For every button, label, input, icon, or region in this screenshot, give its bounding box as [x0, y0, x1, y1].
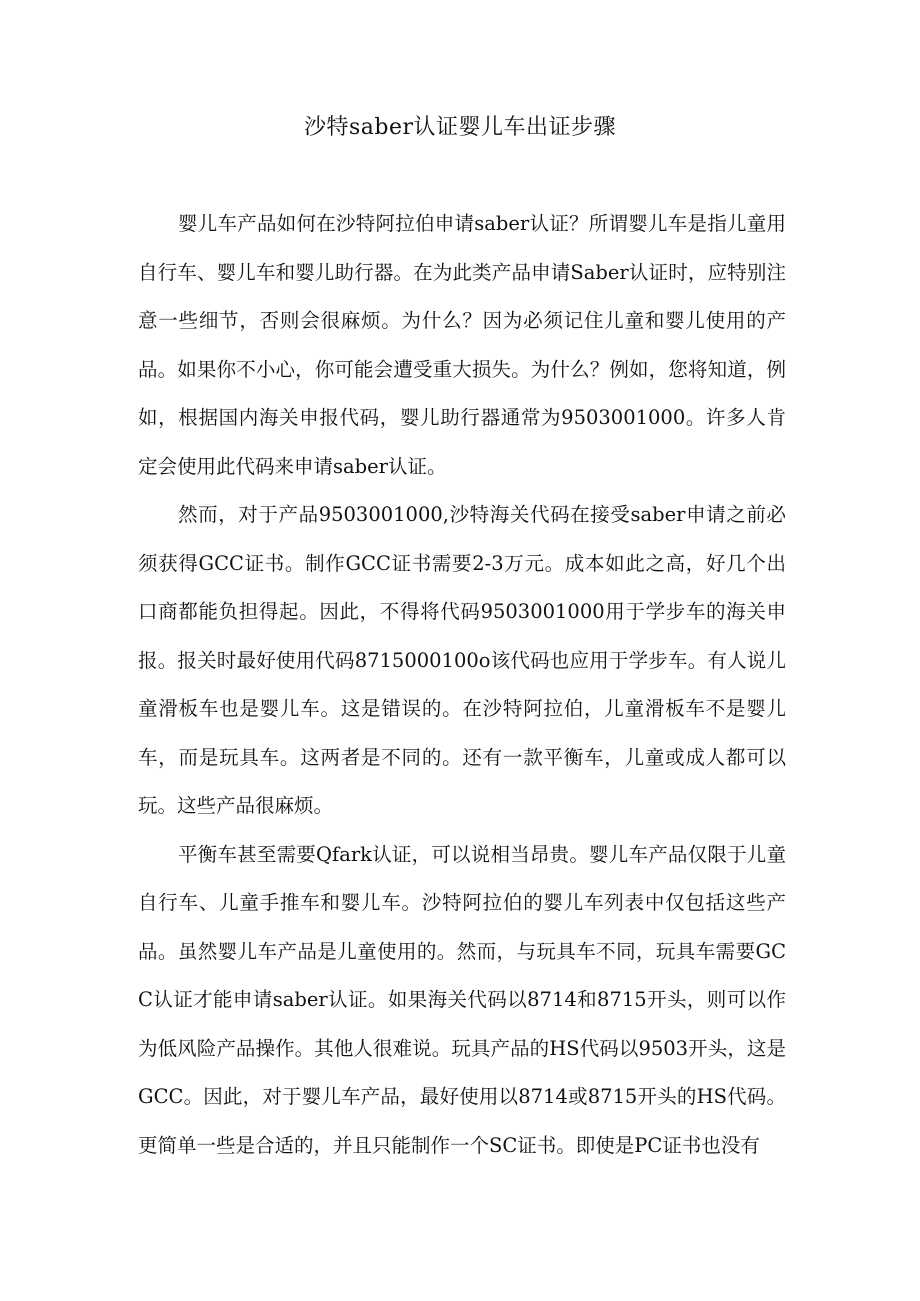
paragraph-3: 平衡车甚至需要Qfark认证，可以说相当昂贵。婴儿车产品仅限于儿童自行车、儿童手推车和婴儿车。沙特阿拉伯的婴儿车列表中仅包括这些产品。虽然婴儿车产品是儿童使用的。然而，与玩具车不同，玩具车需要GCC认证才能申请saber认证。如果海关代码以8714和8715开头，则可以作为低风险产品操作。其他人很难说。玩具产品的HS代码以9503开头，这是GCC。因此，对于婴儿车产品，最好使用以8714或8715开头的HS代码。更简单一些是合适的，并且只能制作一个SC证书。即使是PC证书也没有: [138, 842, 786, 1157]
paragraph-2: 然而，对于产品9503001000,沙特海关代码在接受saber申请之前必须获得GCC证书。制作GCC证书需要2-3万元。成本如此之高，好几个出口商都能负担得起。因此，不得将代码9503001000用于学步车的海关申报。报关时最好使用代码8715000100o该代码也应用于学步车。有人说儿童滑板车也是婴儿车。这是错误的。在沙特阿拉伯，儿童滑板车不是婴儿车，而是玩具车。这两者是不同的。还有一款平衡车，儿童或成人都可以玩。这些产品很麻烦。: [138, 503, 786, 817]
document-title: 沙特saber认证婴儿车出证步骤: [303, 115, 617, 140]
document-body: [138, 200, 786, 1170]
paragraph-1: 婴儿车产品如何在沙特阿拉伯申请saber认证？所谓婴儿车是指儿童用自行车、婴儿车和婴儿助行器。在为此类产品申请Saber认证时，应特别注意一些细节，否则会很麻烦。为什么？因为必须记住儿童和婴儿使用的产品。如果你不小心，你可能会遭受重大损失。为什么？例如，您将知道，例如，根据国内海关申报代码，婴儿助行器通常为9503001000。许多人肯定会使用此代码来申请saber认证。: [138, 212, 786, 478]
